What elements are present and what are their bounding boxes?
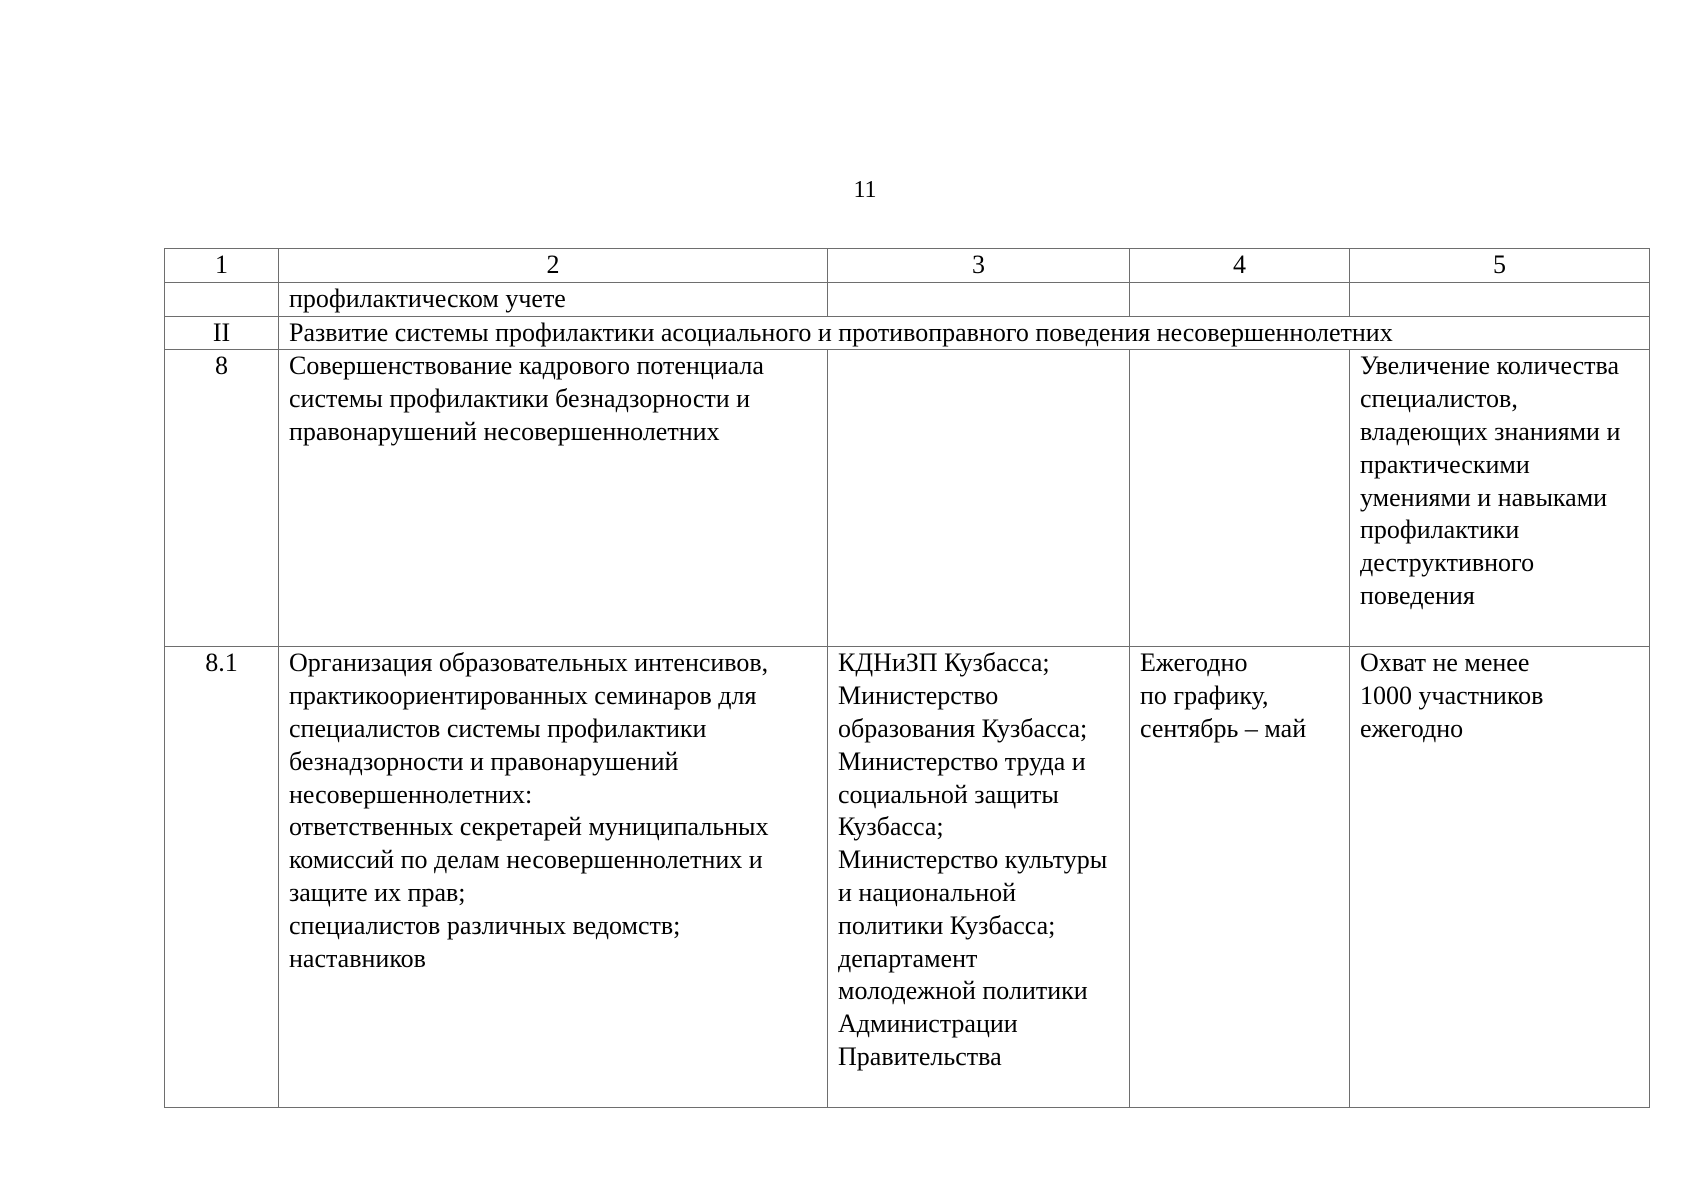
deadline [1130,350,1350,647]
header-col-3: 3 [828,249,1130,283]
continuation-col4-cell [1130,282,1350,316]
responsible-executors: КДНиЗП Кузбасса; Министерство образования Кузбасса; Министерство труда и социальной защиты Кузбасса; Министерство культуры и национальной политики Кузбасса; департамент молодежной политики Администрации Правительства [828,647,1130,1108]
section-title: Развитие системы профилактики асоциального и противоправного поведения несовершеннолетних [279,316,1650,350]
continuation-col3-cell [828,282,1130,316]
header-col-5: 5 [1350,249,1650,283]
header-col-4: 4 [1130,249,1350,283]
expected-result: Увеличение количества специалистов, владеющих знаниями и практическими умениями и навыками профилактики деструктивного поведения [1350,350,1650,647]
deadline: Ежегодно по графику, сентябрь – май [1130,647,1350,1108]
expected-result: Охват не менее 1000 участников ежегодно [1350,647,1650,1108]
row-number: 8 [165,350,279,647]
section-number: II [165,316,279,350]
row-number: 8.1 [165,647,279,1108]
measure-description: Организация образовательных интенсивов, практикоориентированных семинаров для специалистов системы профилактики безнадзорности и правонарушений несовершеннолетних: ответственных секретарей муниципальных комиссий по делам несовершеннолетних и защите их прав; специалистов различных ведомств; наставников [279,647,828,1108]
table-row [165,350,1650,647]
table-row [165,647,1650,1108]
section-row [165,316,1650,350]
continuation-num-cell [165,282,279,316]
continuation-col5-cell [1350,282,1650,316]
header-col-1: 1 [165,249,279,283]
measure-description: Совершенствование кадрового потенциала системы профилактики безнадзорности и правонарушений несовершеннолетних [279,350,828,647]
measures-table [164,248,1650,1108]
header-col-2: 2 [279,249,828,283]
continuation-text-cell: профилактическом учете [279,282,828,316]
page-number: 11 [853,177,877,203]
continuation-row [165,282,1650,316]
responsible-executors [828,350,1130,647]
table-header-row [165,249,1650,283]
